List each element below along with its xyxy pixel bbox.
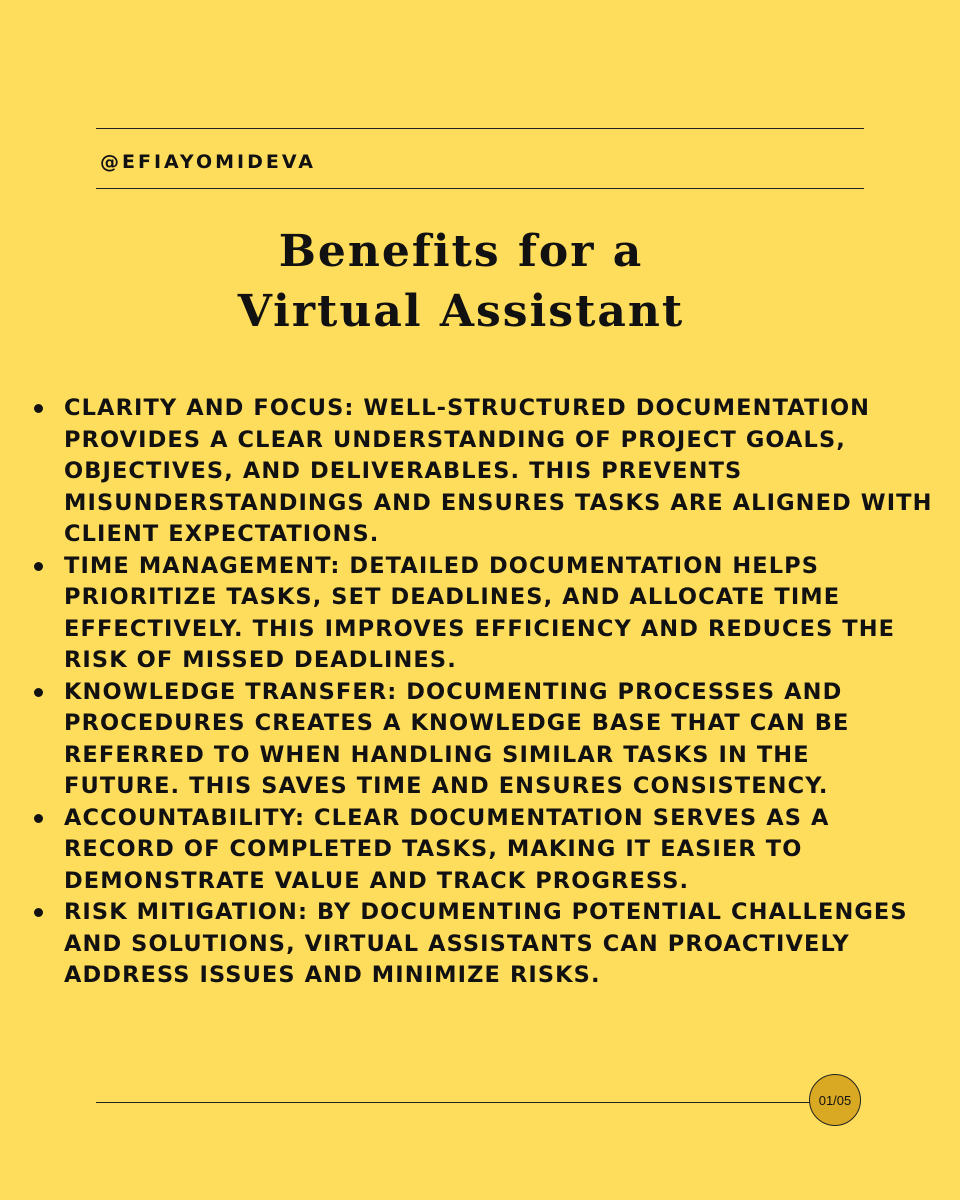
page-title: [0, 222, 922, 342]
bullet-dot-icon: [34, 404, 43, 413]
bullet-dot-icon: [34, 688, 43, 697]
bullet-dot-icon: [34, 814, 43, 823]
benefit-item-clarity: [64, 393, 934, 551]
benefit-item-knowledge-transfer: [64, 677, 934, 803]
benefit-text: ACCOUNTABILITY: CLEAR DOCUMENTATION SERVES AS A RECORD OF COMPLETED TASKS, MAKING IT EASIER TO DEMONSTRATE VALUE AND TRACK PROGRESS.: [64, 804, 830, 894]
title-line-1: Benefits for a: [278, 226, 644, 277]
title-line-2: Virtual Assistant: [237, 286, 685, 337]
header-divider: [96, 188, 864, 189]
bullet-dot-icon: [34, 562, 43, 571]
page-indicator-badge: 01/05: [809, 1074, 861, 1126]
benefits-list: [64, 393, 934, 992]
top-divider: [96, 128, 864, 129]
benefit-text: TIME MANAGEMENT: DETAILED DOCUMENTATION HELPS PRIORITIZE TASKS, SET DEADLINES, AND ALLOCATE TIME EFFECTIVELY. THIS IMPROVES EFFICIENCY AND REDUCES THE RISK OF MISSED DEADLINES.: [64, 552, 896, 673]
benefit-item-risk-mitigation: [64, 897, 934, 992]
benefit-item-time-management: [64, 551, 934, 677]
benefit-text: RISK MITIGATION: BY DOCUMENTING POTENTIAL CHALLENGES AND SOLUTIONS, VIRTUAL ASSISTANTS CAN PROACTIVELY ADDRESS ISSUES AND MINIMIZE RISKS.: [64, 899, 908, 988]
benefit-text: KNOWLEDGE TRANSFER: DOCUMENTING PROCESSES AND PROCEDURES CREATES A KNOWLEDGE BASE THAT CAN BE REFERRED TO WHEN HANDLING SIMILAR TASKS IN THE FUTURE. THIS SAVES TIME AND ENSURES CONSISTENCY.: [64, 678, 850, 799]
bullet-dot-icon: [34, 908, 43, 917]
footer-divider: [96, 1102, 812, 1103]
benefit-item-accountability: [64, 803, 934, 898]
author-handle: @EFIAYOMIDEVA: [100, 151, 316, 173]
benefit-text: CLARITY AND FOCUS: WELL-STRUCTURED DOCUMENTATION PROVIDES A CLEAR UNDERSTANDING OF PROJECT GOALS, OBJECTIVES, AND DELIVERABLES. THIS PREVENTS MISUNDERSTANDINGS AND ENSURES TASKS ARE ALIGNED WITH CLIENT EXPECTATIONS.: [64, 395, 933, 547]
